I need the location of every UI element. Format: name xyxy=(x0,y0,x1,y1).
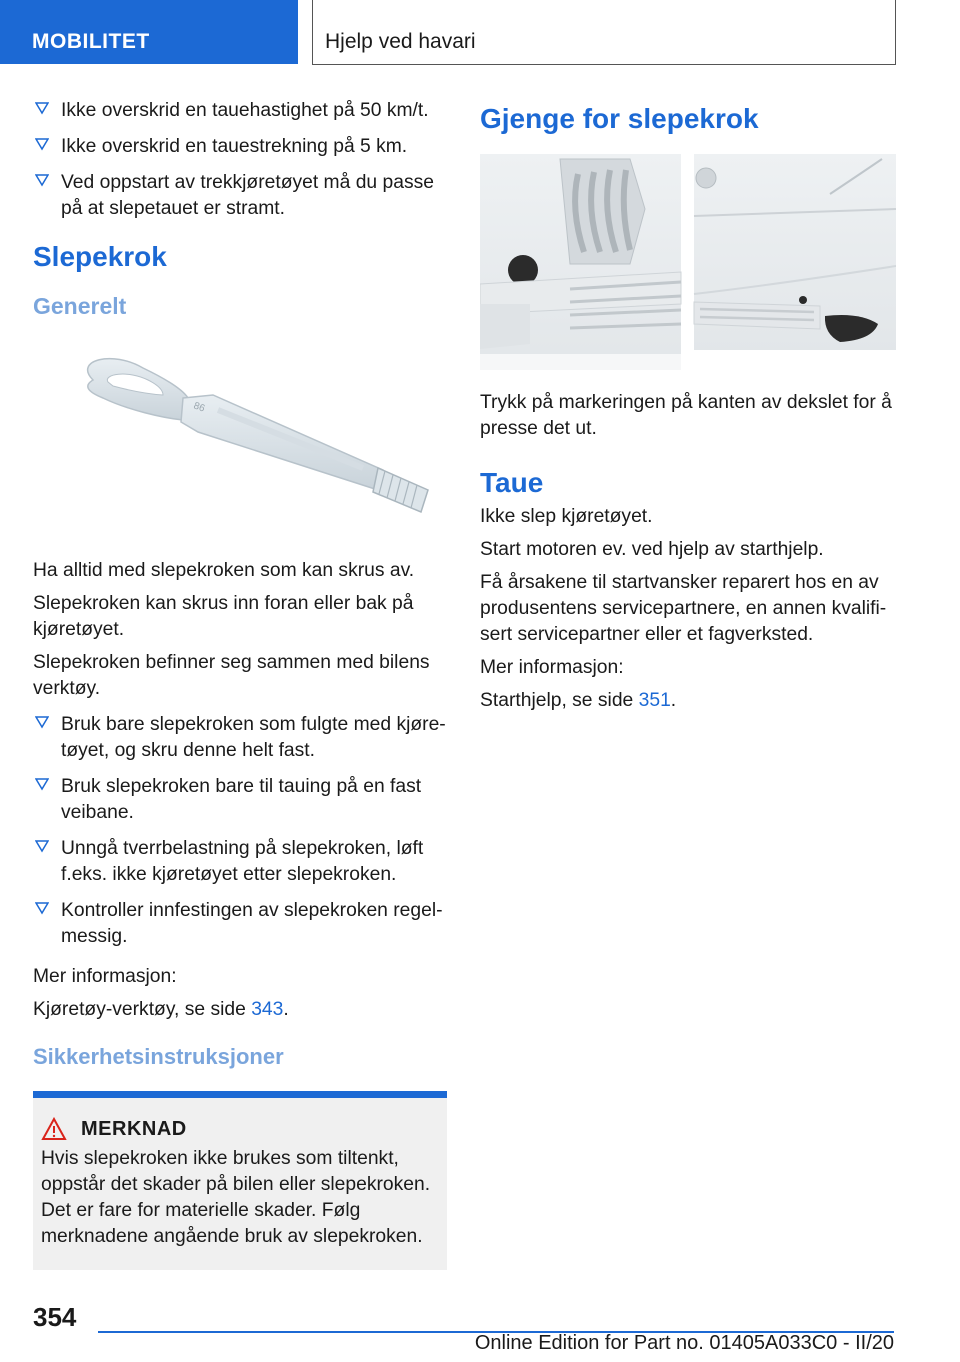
hook-part-label: 86 xyxy=(191,400,207,415)
bullet-triangle-icon xyxy=(35,715,49,729)
bullet-triangle-icon xyxy=(35,777,49,791)
speed-limit-list xyxy=(33,98,447,222)
list-item: Ikke overskrid en tauestrekning på 5 km. xyxy=(33,134,447,160)
notice-box xyxy=(33,1098,447,1270)
bullet-triangle-icon xyxy=(35,137,49,151)
bullet-triangle-icon xyxy=(35,101,49,115)
edition-footer: Online Edition for Part no. 01405A033C0 - II/20 xyxy=(474,1332,894,1354)
more-info-label: Mer informasjon: xyxy=(33,966,177,987)
bullet-triangle-icon xyxy=(35,901,49,915)
cross-reference: Kjøretøy-verktøy, se side 343. xyxy=(33,999,289,1020)
paragraph: Ha alltid med slepekroken som kan skrus av. xyxy=(33,560,415,581)
paragraph: Start motoren ev. ved hjelp av starthjelp. xyxy=(480,539,824,560)
right-column xyxy=(480,98,898,721)
paragraph: Få årsakene til startvansker reparert hos en av produsentens servicepartnere, en annen kvalifisert servicepartner eller et fagverksted. xyxy=(480,572,887,645)
page-number: 354 xyxy=(33,1302,77,1332)
list-item: Ved oppstart av trekkjøretøyet må du passe på at slepetauet er stramt. xyxy=(33,170,447,222)
section-heading-taue: Taue xyxy=(480,467,544,498)
chapter-title: Hjelp ved havari xyxy=(312,0,896,65)
notice-label: MERKNAD xyxy=(81,1118,187,1140)
figure-caption: Trykk på markeringen på kanten av dekslet for å presse det ut. xyxy=(480,392,892,439)
list-item: Bruk slepekroken bare til tauing på en fast veibane. xyxy=(33,774,447,826)
page-link-351[interactable]: 351 xyxy=(638,690,671,711)
bullet-triangle-icon xyxy=(35,839,49,853)
section-heading-slepekrok: Slepekrok xyxy=(33,241,167,272)
more-info-label: Mer informasjon: xyxy=(480,657,624,678)
subheading-safety: Sikkerhetsinstruksjoner xyxy=(33,1044,284,1069)
usage-list xyxy=(33,712,447,950)
paragraph: Ikke slep kjøretøyet. xyxy=(480,506,653,527)
section-heading-thread: Gjenge for slepekrok xyxy=(480,103,759,134)
list-item: Kontroller innfestingen av slepekroken regelmessig. xyxy=(33,898,447,950)
list-item: Bruk bare slepekroken som fulgte med kjøretøyet, og skru denne helt fast. xyxy=(33,712,447,764)
paragraph: Slepekroken befinner seg sammen med bilens verktøy. xyxy=(33,652,430,699)
page-link-343[interactable]: 343 xyxy=(251,999,284,1020)
section-tab: MOBILITET xyxy=(0,0,298,64)
subheading-generelt: Generelt xyxy=(33,293,127,319)
warning-triangle-icon xyxy=(41,1117,67,1141)
left-column xyxy=(33,98,447,1270)
list-item: Ikke overskrid en tauehastighet på 50 km/t. xyxy=(33,98,447,124)
tow-thread-cover-illustration xyxy=(480,154,896,370)
paragraph: Slepekroken kan skrus inn foran eller bak på kjøretøyet. xyxy=(33,593,414,640)
list-item: Unngå tverrbelastning på slepekroken, løft f.eks. ikke kjøretøyet etter slepekroken. xyxy=(33,836,447,888)
bullet-triangle-icon xyxy=(35,173,49,187)
notice-text: Hvis slepekroken ikke brukes som tiltenkt, oppstår det skader på bilen eller slepekroken. Det er fare for materielle skader. Følg merknadene angående bruk av slepekroken. xyxy=(41,1148,431,1247)
tow-hook-illustration xyxy=(33,340,447,540)
cross-reference: Starthjelp, se side 351. xyxy=(480,690,677,711)
notice-top-bar xyxy=(33,1091,447,1098)
